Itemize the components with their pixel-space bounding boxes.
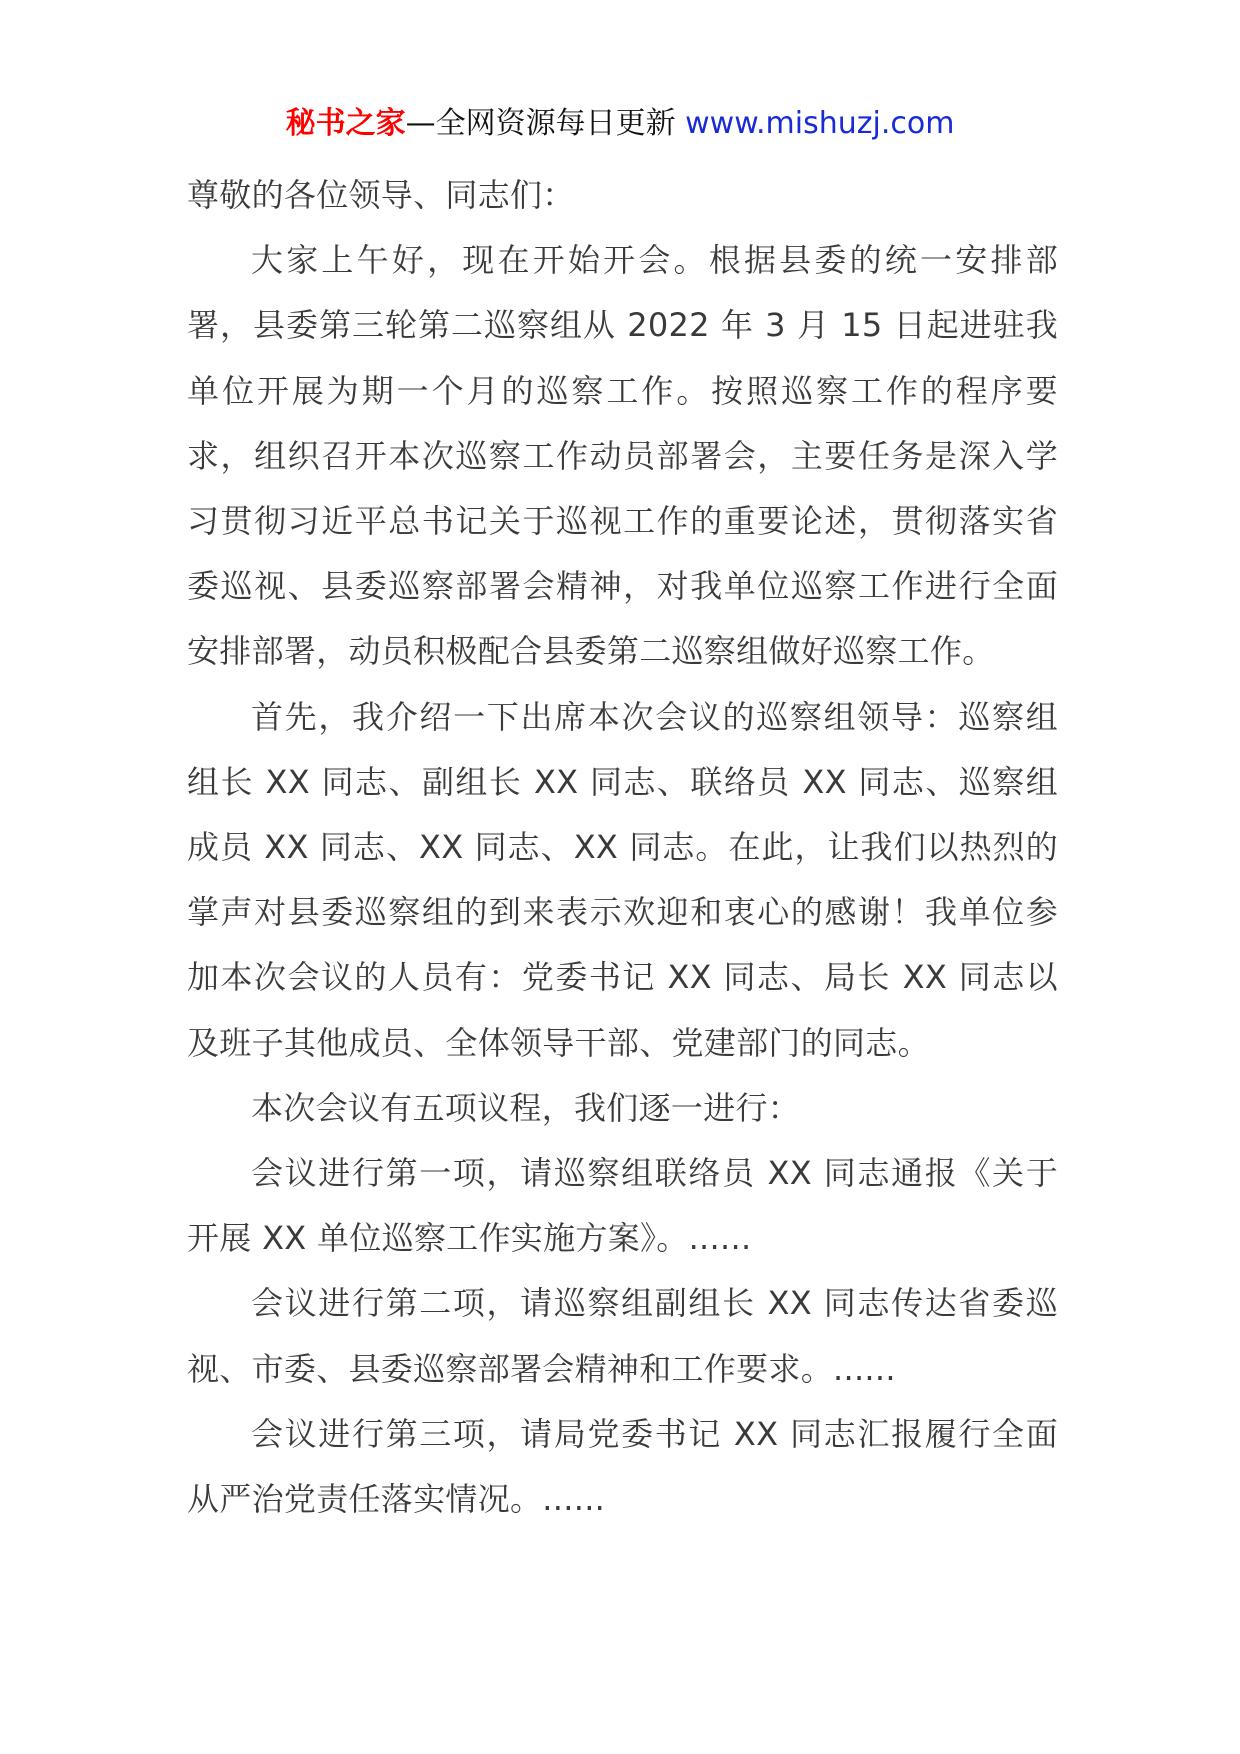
paragraph-introductions: 首先，我介绍一下出席本次会议的巡察组领导：巡察组组长 XX 同志、副组长 XX 同志、联络员 XX 同志、巡察组成员 XX 同志、XX 同志、XX 同志。在此，让我们以热烈的掌声对县委巡察组的到来表示欢迎和衷心的感谢！我单位参加本次会议的人员有：党委书记 XX 同志、局长 XX 同志以及班子其他成员、全体领导干部、党建部门的同志。 xyxy=(187,697,1058,1062)
document-body xyxy=(187,163,1058,1532)
paragraph-agenda-item-3: 会议进行第三项，请局党委书记 XX 同志汇报履行全面从严治党责任落实情况。...... xyxy=(187,1414,1058,1519)
paragraph-agenda-item-2: 会议进行第二项，请巡察组副组长 XX 同志传达省委巡视、市委、县委巡察部署会精神和工作要求。...... xyxy=(187,1284,1058,1388)
paragraph-agenda-intro: 本次会议有五项议程，我们逐一进行： xyxy=(251,1088,801,1127)
paragraph-opening: 大家上午好，现在开始开会。根据县委的统一安排部署，县委第三轮第二巡察组从 2022 年 3 月 15 日起进驻我单位开展为期一个月的巡察工作。按照巡察工作的程序要求，组织召开本次巡察工作动员部署会，主要任务是深入学习贯彻习近平总书记关于巡视工作的重要论述，贯彻落实省委巡视、县委巡察部署会精神，对我单位巡察工作进行全面安排部署，动员积极配合县委第二巡察组做好巡察工作。 xyxy=(187,241,1058,671)
brand-name: 秘书之家 xyxy=(285,106,406,141)
site-tagline: —全网资源每日更新 xyxy=(405,106,686,141)
site-url-link[interactable]: www.mishuzj.com xyxy=(685,106,955,141)
salutation: 尊敬的各位领导、同志们： xyxy=(187,176,575,214)
paragraph-agenda-item-1: 会议进行第一项，请巡察组联络员 XX 同志通报《关于开展 XX 单位巡察工作实施方案》。...... xyxy=(187,1154,1058,1258)
site-header xyxy=(0,104,1240,144)
